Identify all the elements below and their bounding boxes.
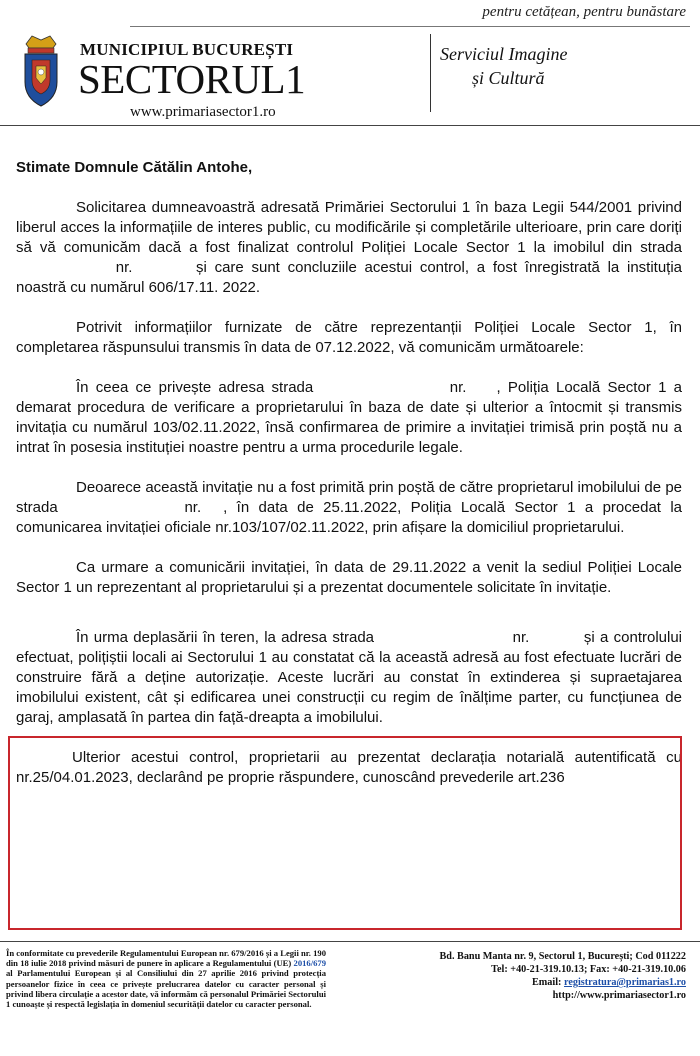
letter-body <box>16 158 682 808</box>
paragraph-1-nr: nr. <box>115 259 133 276</box>
contact-block <box>366 950 686 1002</box>
service-name <box>440 42 690 90</box>
tagline: pentru cetățean, pentru bunăstare <box>482 4 686 20</box>
contact-phone: Tel: +40-21-319.10.13; Fax: +40-21-319.10.06 <box>491 964 686 975</box>
header-divider <box>430 34 431 112</box>
paragraph-6-nr: nr. <box>512 629 530 646</box>
paragraph-5: Ca urmare a comunicării invitației, în data de 29.11.2022 a venit la sediul Poliției Locale Sector 1 un reprezentant al proprietarului și a prezentat documentele solicitate în invitație. <box>16 559 682 596</box>
paragraph-6-text-a: În urma deplasării în teren, la adresa strada <box>76 629 375 646</box>
header-top-rule <box>130 26 690 27</box>
service-line-1: Serviciul Imagine <box>440 44 568 64</box>
paragraph-1-text-a: Solicitarea dumneavoastră adresată Primăriei Sectorului 1 în baza Legii 544/2001 privind liberul acces la informațiile de interes public, cu modificările și completările ulterioare, prin care doriți să vă comunicăm dacă a fost finalizat controlul Poliției Locale Sector 1 la imobilul din strada <box>16 199 682 256</box>
contact-email-label: Email: <box>532 977 562 988</box>
sector-number: 1 <box>285 56 306 102</box>
gdpr-text-b: al Parlamentului European și al Consiliului din 27 aprilie 2016 privind protecția persoanelor fizice în ceea ce privește prelucrarea datelor cu caracter personal și privind libera circulație a acestor date, vă informăm că personalul Primăriei Sectorului 1 cunoaște și respectă legislația în domeniul securității datelor cu caracter personal. <box>6 968 326 1010</box>
paragraph-4-nr: nr. <box>184 499 202 516</box>
municipality-title: MUNICIPIUL BUCUREȘTI <box>80 40 294 59</box>
contact-web[interactable]: http://www.primariasector1.ro <box>552 990 686 1001</box>
sector-word: SECTORUL <box>78 56 286 102</box>
contact-email-line <box>366 976 686 989</box>
paragraph-4-text-a: Deoarece această invitație nu a fost primită prin poștă de către proprietarul imobilului de pe strada <box>16 479 682 516</box>
paragraph-4-text-b: , în data de 25.11.2022, Poliția Locală Sector 1 a procedat la comunicarea invitației oficiale nr.103/107/02.11.2022, prin afișare la domiciliul proprietarului. <box>16 499 683 536</box>
paragraph-2: Potrivit informațiilor furnizate de către reprezentanții Poliției Locale Sector 1, în completarea răspunsului transmis în data de 07.12.2022, vă comunicăm următoarele: <box>16 319 682 356</box>
sector-title <box>78 56 305 102</box>
contact-email-link[interactable]: registratura@primarias1.ro <box>564 977 686 988</box>
paragraph-6-text-b: și a controlului efectuat, polițiștii locali ai Sectorului 1 au constatat că la această adresă au fost efectuate lucrări de construire fără a deține autorizație. Aceste lucrări au constat în extinderea și supraetajarea imobilului existent, cât și edificarea unei construcții cu regim de înălțime parter, cu funcțiunea de garaj, amplasată în partea din față-dreapta a imobilului. <box>16 629 683 726</box>
paragraph-3-text-b: , Poliția Locală Sector 1 a demarat procedura de verificare a proprietarului în baza de date și ulterior a întocmit și transmis invitația cu numărul 103/02.11.2022, însă confirmarea de primire a invitației trimisă prin poștă nu a intrat în posesia instituției noastre pentru a urma procedurile legale. <box>16 379 683 456</box>
paragraph-7: Ulterior acestui control, proprietarii au prezentat declarația notarială autentificată cu nr.25/04.01.2023, declarând pe proprie răspundere, cunoscând prevederile art.236 <box>16 749 682 786</box>
website-url: www.primariasector1.ro <box>130 104 276 120</box>
gdpr-notice <box>6 948 326 1009</box>
contact-address: Bd. Banu Manta nr. 9, Sectorul 1, București; Cod 011222 <box>439 951 686 962</box>
paragraph-6 <box>16 628 682 728</box>
paragraph-4 <box>16 478 682 538</box>
paragraph-3-nr: nr. <box>449 379 467 396</box>
footer-rule <box>0 941 700 942</box>
paragraph-3-text-a: În ceea ce privește adresa strada <box>76 379 314 396</box>
salutation: Stimate Domnule Cătălin Antohe, <box>16 159 253 176</box>
gdpr-text-a: În conformitate cu prevederile Regulamentului European nr. 679/2016 și a Legii nr. 190 din 18 iulie 2018 privind măsuri de punere în aplicare a Regulamentului (UE) <box>6 948 326 969</box>
highlight-box <box>8 736 682 930</box>
gdpr-regulation-ref: 2016/679 <box>293 958 326 969</box>
paragraph-1-text-b: și care sunt concluziile acestui control, a fost înregistrată la instituția noastră cu numărul 606/17.11. 2022. <box>16 259 683 296</box>
service-line-2: și Cultură <box>472 68 545 88</box>
city-coat-of-arms-icon <box>18 30 64 110</box>
header-bottom-rule <box>0 125 700 126</box>
paragraph-1 <box>16 198 682 298</box>
paragraph-3 <box>16 378 682 458</box>
